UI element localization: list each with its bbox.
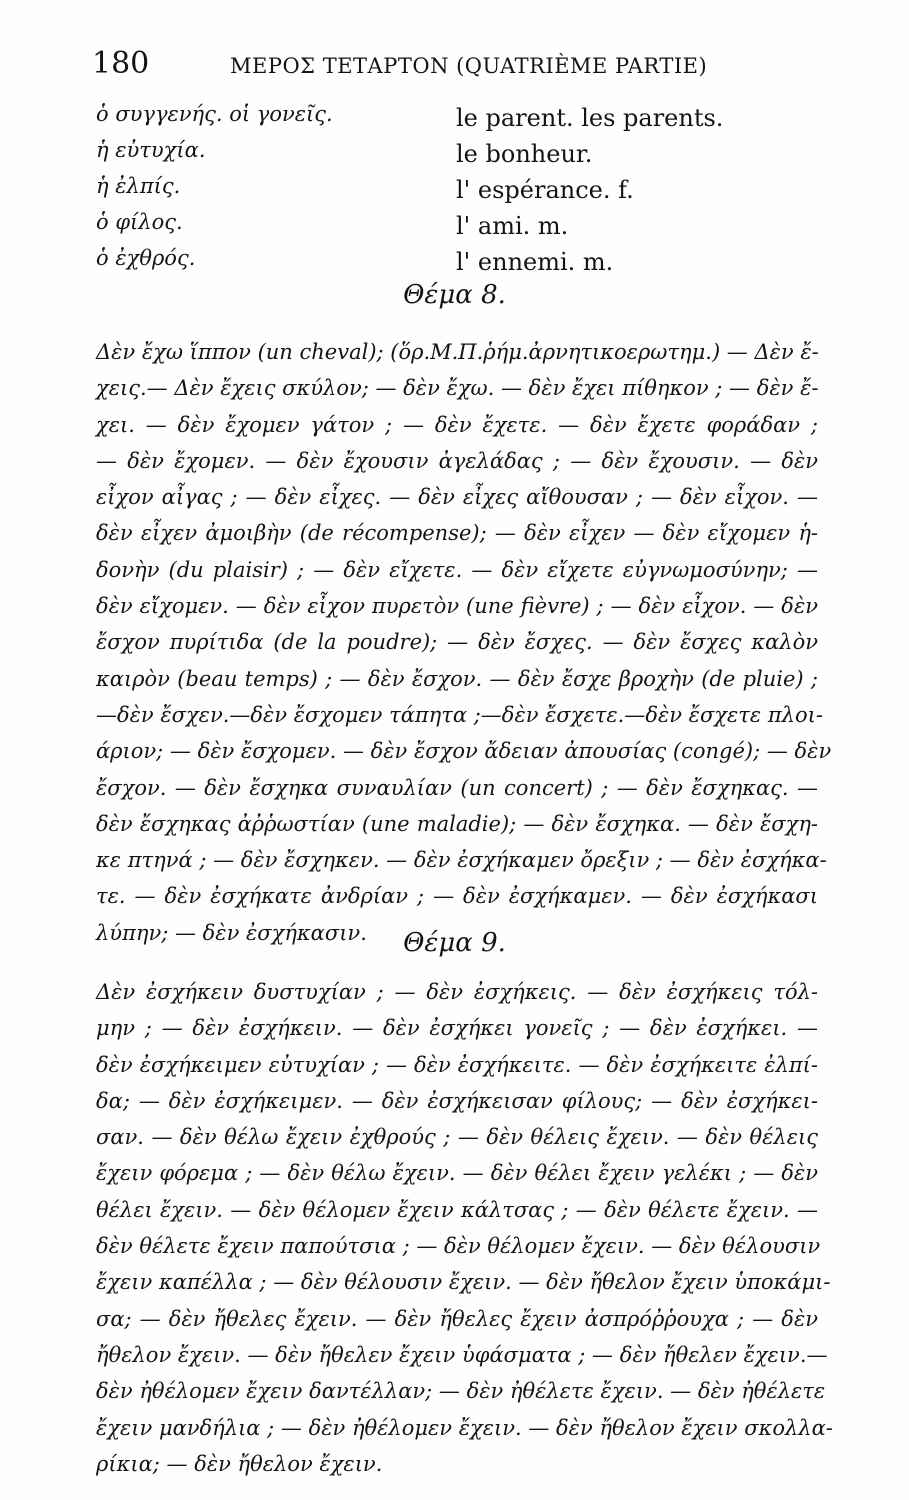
text-line: ἔχειν μανδήλια ; — δὲν ἠθέλομεν ἔχειν. — δὲν ἤθελον ἔχειν σκολλα- [96,1415,833,1440]
vocabulary-greek: ἡ εὐτυχία. [96,138,206,162]
text-line: σα; — δὲν ἤθελες ἔχειν. — δὲν ἤθελες ἔχειν ἀσπρόῤῥουχα ; — δὲν [96,1306,818,1331]
text-line: δα; — δὲν ἐσχήκειμεν. — δὲν ἐσχήκεισαν φίλους; — δὲν ἐσχήκει- [96,1088,818,1113]
text-line: καιρὸν (beau temps) ; — δὲν ἔσχον. — δὲν ἔσχε βροχὴν (de pluie) ; [96,666,818,691]
text-line: ρίκια; — δὲν ἤθελον ἔχειν. [96,1451,383,1476]
text-line: δὲν θέλετε ἔχειν παπούτσια ; — δὲν θέλομεν ἔχειν. — δὲν θέλουσιν [96,1234,821,1259]
text-line: δονὴν (du plaisir) ; — δὲν εἴχετε. — δὲν εἴχετε εὐγνωμοσύνην; — [96,557,818,582]
theme-8-text [96,334,832,951]
theme-8-title: Θέμα 8. [403,280,506,310]
vocabulary-greek: ὁ ἐχθρός. [96,246,196,270]
page-header [92,46,852,86]
vocabulary-greek: ἡ ἐλπίς. [96,174,181,198]
text-line: Δὲν ἐσχήκειν δυστυχίαν ; — δὲν ἐσχήκεις. — δὲν ἐσχήκεις τόλ- [96,980,818,1004]
vocabulary-item [96,102,836,138]
vocabulary-french: le parent. les parents. [456,104,724,132]
theme-9-title: Θέμα 9. [403,928,506,958]
text-line: χει. — δὲν ἔχομεν γάτον ; — δὲν ἔχετε. — δὲν ἔχετε φοράδαν ; [96,412,818,437]
text-line: χεις.— Δὲν ἔχεις σκύλον; — δὲν ἔχω. — δὲν ἔχει πίθηκον ; — δὲν ἔ- [96,376,819,401]
text-line: τε. — δὲν ἐσχήκατε ἀνδρίαν ; — δὲν ἐσχήκαμεν. — δὲν ἐσχήκασι [96,884,818,909]
vocabulary-item [96,210,836,246]
text-line: δὲν ἠθέλομεν ἔχειν δαντέλλαν; — δὲν ἠθέλετε ἔχειν. — δὲν ἠθέλετε [96,1379,826,1404]
vocabulary-item [96,138,836,174]
vocabulary-greek: ὁ συγγενής. οἱ γονεῖς. [96,102,333,126]
text-line: μην ; — δὲν ἐσχήκειν. — δὲν ἐσχήκει γονεῖς ; — δὲν ἐσχήκει. — [96,1016,818,1041]
theme-9-text [96,974,833,1482]
text-line: άριον; — δὲν ἔσχομεν. — δὲν ἔσχον ἄδειαν ἀπουσίας (congé); — δὲν [96,739,832,764]
text-line: ἔσχον πυρίτιδα (de la poudre); — δὲν ἔσχες. — δὲν ἔσχες καλὸν [96,630,818,655]
text-line: ἔσχον. — δὲν ἔσχηκα συναυλίαν (un concert) ; — δὲν ἔσχηκας. — [96,775,818,800]
text-line: κε πτηνά ; — δὲν ἔσχηκεν. — δὲν ἐσχήκαμεν ὄρεξιν ; — δὲν ἐσχήκα- [96,848,827,873]
text-line: εἶχον αἶγας ; — δὲν εἶχες. — δὲν εἶχες αἴθουσαν ; — δὲν εἶχον. — [96,485,818,510]
text-line: θέλει ἔχειν. — δὲν θέλομεν ἔχειν κάλτσας ; — δὲν θέλετε ἔχειν. — [96,1197,818,1222]
page-number: 180 [92,46,150,81]
text-line: λύπην; — δὲν ἐσχήκασιν. [96,920,367,945]
vocabulary-greek: ὁ φίλος. [96,210,183,234]
vocabulary-item [96,246,836,282]
text-line: δὲν ἔσχηκας ἀῤῥωστίαν (une maladie); — δὲν ἔσχηκα. — δὲν ἔσχη- [96,811,818,836]
text-line: Δὲν ἔχω ἵππον (un cheval); (ὅρ.Μ.Π.ῥήμ.ἀρνητικοερωτημ.) — Δὲν ἔ- [96,340,819,364]
vocabulary-french: l' ami. m. [456,212,569,240]
text-line: — δὲν ἔχομεν. — δὲν ἔχουσιν ἀγελάδας ; — δὲν ἔχουσιν. — δὲν [96,448,818,473]
vocabulary-french: l' ennemi. m. [456,248,614,276]
vocabulary-item [96,174,836,210]
vocabulary-french: le bonheur. [456,140,593,168]
vocabulary-french: l' espérance. f. [456,176,634,204]
vocabulary-list [96,102,836,282]
text-line: δὲν εἴχομεν. — δὲν εἶχον πυρετὸν (une fièvre) ; — δὲν εἶχον. — δὲν [96,594,818,619]
text-line: ἔχειν φόρεμα ; — δὲν θέλω ἔχειν. — δὲν θέλει ἔχειν γελέκι ; — δὲν [96,1161,818,1186]
text-line: δὲν ἐσχήκειμεν εὐτυχίαν ; — δὲν ἐσχήκειτε. — δὲν ἐσχήκειτε ἐλπί- [96,1052,818,1077]
running-head: ΜΕΡΟΣ ΤΕΤΑΡΤΟΝ (QUATRIÈME PARTIE) [230,54,708,78]
text-line: —δὲν ἔσχεν.—δὲν ἔσχομεν τάπητα ;—δὲν ἔσχετε.—δὲν ἔσχετε πλοι- [96,702,823,727]
text-line: σαν. — δὲν θέλω ἔχειν ἐχθρούς ; — δὲν θέλεις ἔχειν. — δὲν θέλεις [96,1125,818,1150]
text-line: ἤθελον ἔχειν. — δὲν ἤθελεν ἔχειν ὑφάσματα ; — δὲν ἤθελεν ἔχειν.— [96,1342,828,1367]
text-line: ἔχειν καπέλλα ; — δὲν θέλουσιν ἔχειν. — δὲν ἤθελον ἔχειν ὑποκάμι- [96,1270,831,1295]
text-line: δὲν εἶχεν ἀμοιβὴν (de récompense); — δὲν εἶχεν — δὲν εἴχομεν ἡ- [96,521,818,546]
